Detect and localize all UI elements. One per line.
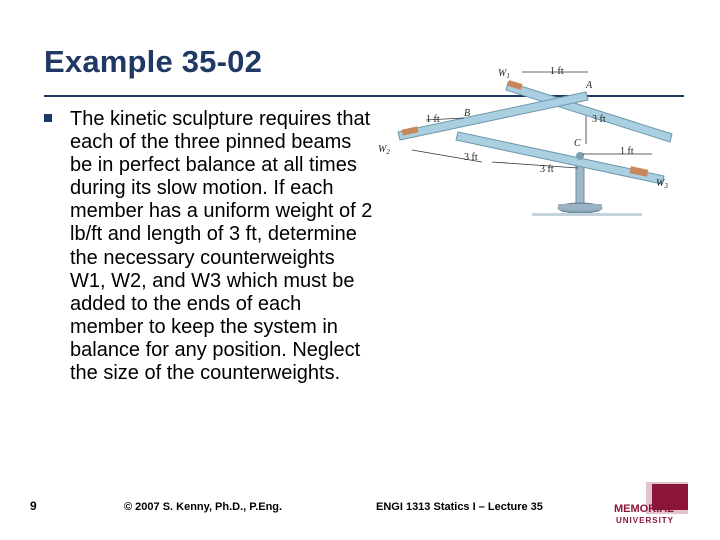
- label-w2: $W_2$: [378, 144, 390, 156]
- label-b: B: [464, 108, 471, 119]
- dim-left: 1 ft: [426, 114, 440, 125]
- label-w3: $W_3$: [656, 178, 668, 190]
- logo-line2: UNIVERSITY: [616, 516, 675, 525]
- square-bullet-icon: [44, 114, 52, 122]
- dim-bottom-mid: 3 ft: [540, 164, 554, 175]
- problem-statement: The kinetic sculpture requires that each of the three pinned beams be in perfect balance at all times during its slow motion. If each member has a uniform weight of 2 lb/ft and length of 3 ft, determine the necessary counterweights W1, W2, and W3 which must be added to the ends of each member to keep the system in balance for any position. Neglect the size of the counterweights.: [70, 108, 373, 385]
- dim-right-top: 3 ft: [592, 114, 606, 125]
- copyright: © 2007 S. Kenny, Ph.D., P.Eng.: [124, 501, 283, 513]
- beam-c: [456, 132, 664, 184]
- label-c: C: [574, 138, 581, 149]
- dim-top: 1 ft: [550, 66, 564, 77]
- dim-bottom-left: 3 ft: [464, 152, 478, 163]
- logo-line1: MEMORIAL: [614, 503, 674, 515]
- course-title: ENGI 1313 Statics I – Lecture 35: [376, 501, 543, 513]
- slide-title: Example 35-02: [44, 44, 263, 79]
- label-a: A: [586, 80, 593, 91]
- memorial-university-logo: [612, 480, 688, 526]
- kinetic-sculpture-figure: [372, 58, 688, 224]
- label-w1: $W_1$: [498, 68, 510, 80]
- dim-right: 1 ft: [620, 146, 634, 157]
- slide-number: 9: [30, 499, 37, 513]
